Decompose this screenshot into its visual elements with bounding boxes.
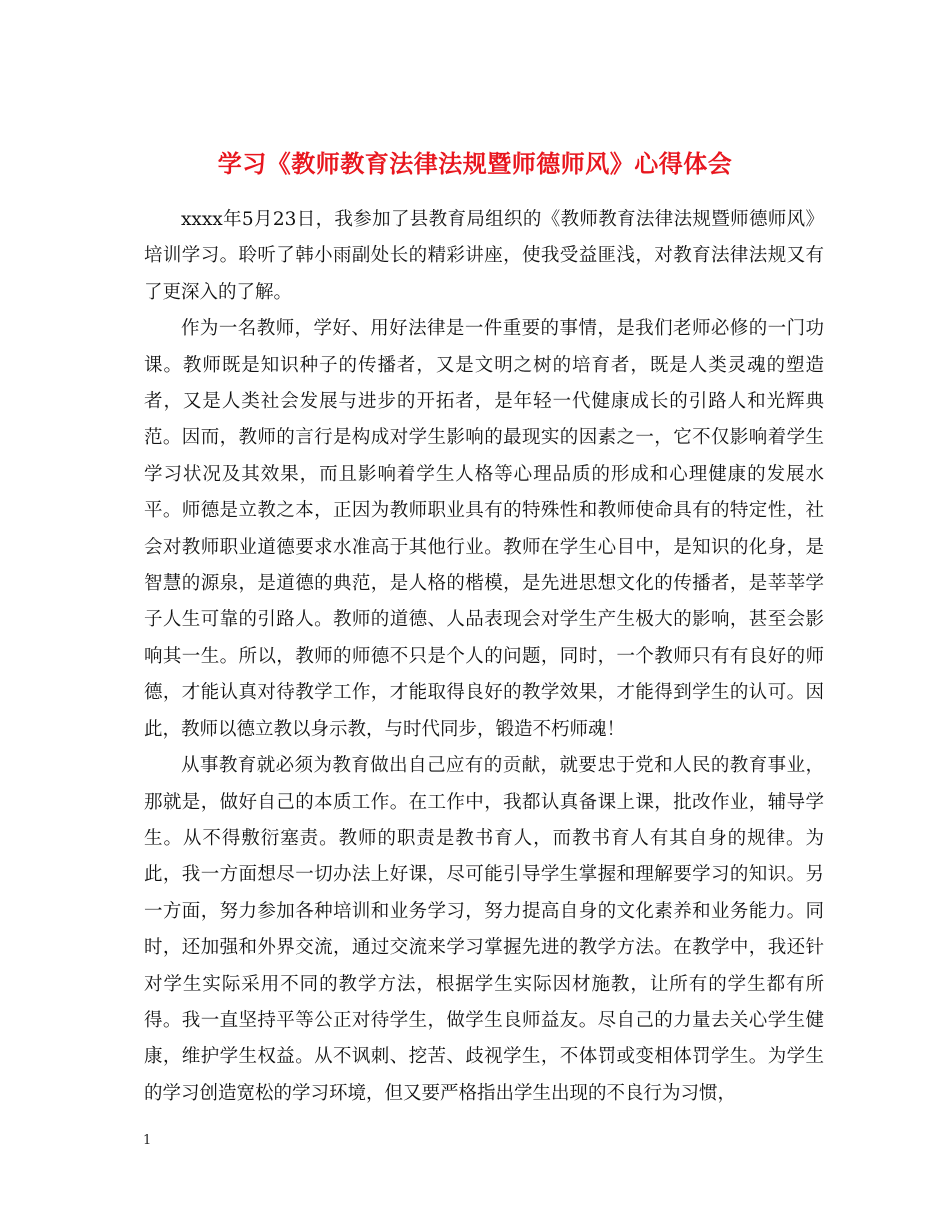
paragraph-intro: xxxx年5月23日，我参加了县教育局组织的《教师教育法律法规暨师德师风》培训学习。聆听了韩小雨副处长的精彩讲座，使我受益匪浅，对教育法律法规又有了更深入的了解。 <box>144 209 824 303</box>
paragraph-education-work: 从事教育就必须为教育做出自己应有的贡献，就要忠于党和人民的教育事业，那就是，做好自己的本质工作。在工作中，我都认真备课上课，批改作业，辅导学生。从不得敷衍塞责。教师的职责是教书育人，而教书育人有其自身的规律。为此，我一方面想尽一切办法上好课，尽可能引导学生掌握和理解要学习的知识。另一方面，努力参加各种培训和业务学习，努力提高自身的文化素养和业务能力。同时，还加强和外界交流，通过交流来学习掌握先进的教学方法。在教学中，我还针对学生实际采用不同的教学方法，根据学生实际因材施教，让所有的学生都有所得。我一直坚持平等公正对待学生，做学生良师益友。尽自己的力量去关心学生健康，维护学生权益。从不讽刺、挖苦、歧视学生，不体罚或变相体罚学生。为学生的学习创造宽松的学习环境，但又要严格指出学生出现的不良行为习惯， <box>144 755 824 1104</box>
paragraph-teacher-role: 作为一名教师，学好、用好法律是一件重要的事情，是我们老师必修的一门功课。教师既是知识种子的传播者，又是文明之树的培育者，既是人类灵魂的塑造者，又是人类社会发展与进步的开拓者，是年轻一代健康成长的引路人和光辉典范。因而，教师的言行是构成对学生影响的最现实的因素之一，它不仅影响着学生学习状况及其效果，而且影响着学生人格等心理品质的形成和心理健康的发展水平。师德是立教之本，正因为教师职业具有的特殊性和教师使命具有的特定性，社会对教师职业道德要求水准高于其他行业。教师在学生心目中，是知识的化身，是智慧的源泉，是道德的典范，是人格的楷模，是先进思想文化的传播者，是莘莘学子人生可靠的引路人。教师的道德、人品表现会对学生产生极大的影响，甚至会影响其一生。所以，教师的师德不只是个人的问题，同时，一个教师只有有良好的师德，才能认真对待教学工作，才能取得良好的教学效果，才能得到学生的认可。因此，教师以德立教以身示教，与时代同步，锻造不朽师魂！ <box>144 318 824 740</box>
page-number: 1 <box>143 1133 152 1148</box>
document-title: 学习《教师教育法律法规暨师德师风》心得体会 <box>217 149 733 179</box>
document-body <box>144 202 824 1112</box>
